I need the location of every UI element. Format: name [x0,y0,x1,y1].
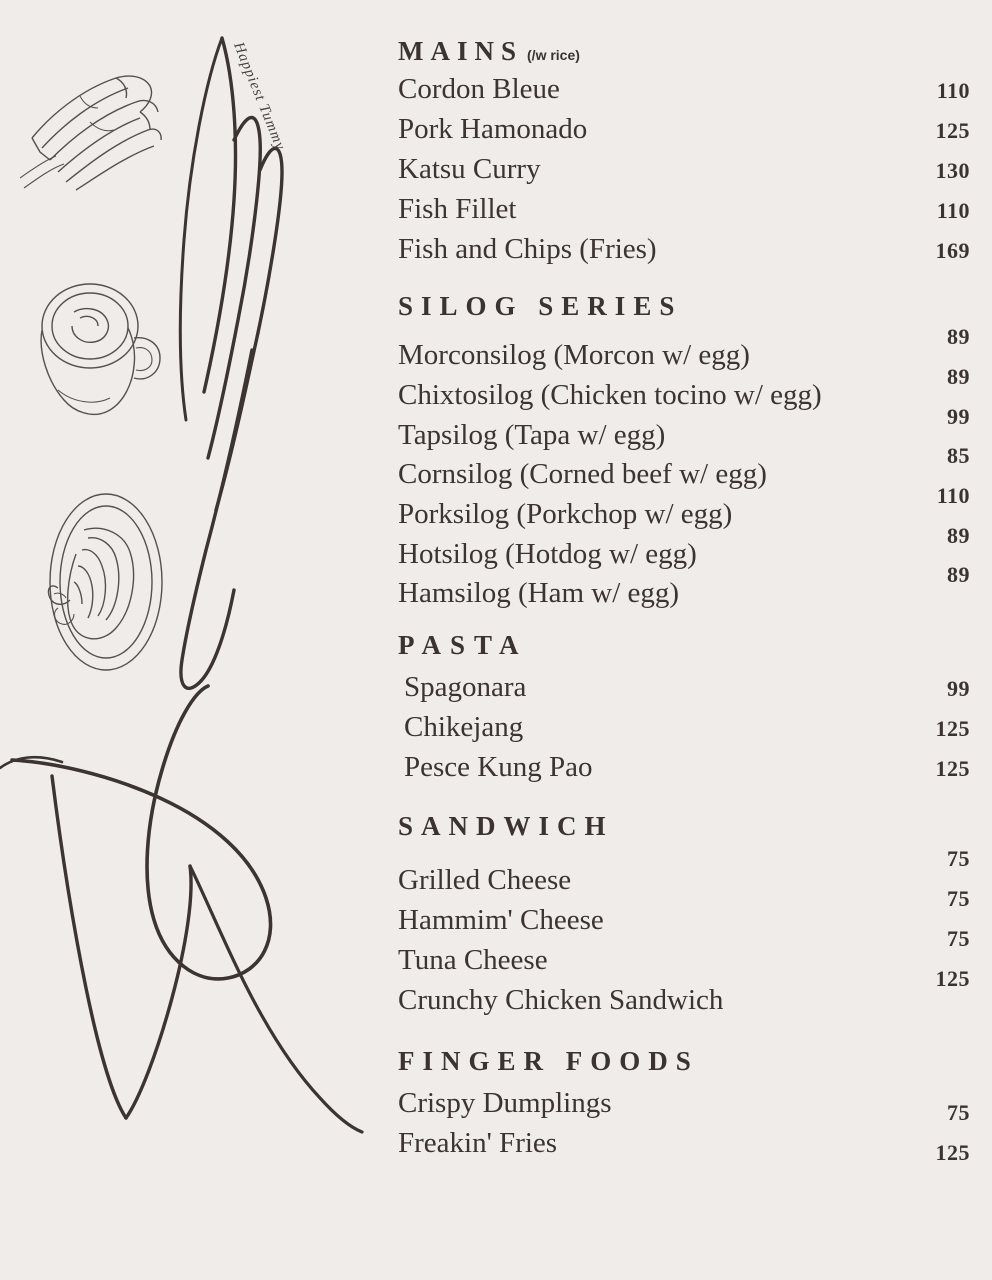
item-name: Pork Hamonado [398,113,588,146]
menu-item [390,482,992,535]
decorative-column [0,0,390,1280]
item-name: Katsu Curry [398,153,541,186]
section-pasta [390,630,992,787]
section-title-mains [398,36,992,67]
section-note: (/w rice) [527,47,580,63]
item-price: 89 [947,522,970,548]
section-title-text: FINGER FOODS [398,1046,699,1077]
item-name: Spagonara [404,671,527,704]
item-name: Crunchy Chicken Sandwich [398,984,724,1017]
menu-item [390,966,992,1020]
items-mains [390,69,992,269]
section-title-text: SILOG SERIES [398,291,683,322]
menu-item [390,443,992,495]
item-price: 99 [947,403,970,429]
menu-item [390,229,992,269]
item-price: 89 [947,562,970,588]
menu-item [390,109,992,149]
item-name: Fish and Chips (Fries) [398,233,657,266]
item-name: Chixtosilog (Chicken tocino w/ egg) [398,378,822,411]
item-name: Crispy Dumplings [398,1087,612,1120]
item-price: 89 [947,363,970,389]
menu-item [390,707,992,747]
item-price: 130 [935,158,970,184]
item-price: 75 [947,886,970,912]
item-name: Hamsilog (Ham w/ egg) [398,577,680,610]
pasta-plate-sketch [28,490,178,675]
item-name: Fish Fillet [398,193,517,226]
items-finger-foods [390,1083,992,1166]
item-price: 110 [936,482,970,508]
section-title-text: SANDWICH [398,811,614,842]
item-price: 110 [936,198,970,224]
item-price: 75 [947,926,970,952]
item-price: 85 [947,443,970,469]
tagline: Happiest Tummy [230,40,289,153]
item-name: Morconsilog (Morcon w/ egg) [398,339,750,372]
item-name: Chikejang [404,711,524,744]
menu-item [390,324,992,376]
items-silog-series [390,324,992,614]
menu-item [390,363,992,416]
item-price: 75 [947,1100,970,1126]
menu-item [390,886,992,940]
section-sandwich [390,811,992,1020]
section-title-sandwich [398,811,992,842]
section-silog-series [390,291,992,614]
item-name: Cornsilog (Corned beef w/ egg) [398,458,767,491]
item-name: Cordon Bleue [398,73,560,105]
item-price: 125 [935,756,970,782]
menu-item [390,1083,992,1126]
item-name: Hotsilog (Hotdog w/ egg) [398,537,697,570]
item-price: 89 [947,324,970,350]
section-title-text: MAINS [398,36,524,66]
item-price: 75 [947,846,970,872]
item-price: 169 [935,238,970,264]
menu-item [390,846,992,900]
item-name: Freakin' Fries [398,1127,558,1160]
menu-item [390,667,992,707]
menu-item [390,189,992,229]
item-price: 125 [935,966,970,992]
menu-content [390,0,992,1280]
section-title-pasta [398,630,992,661]
menu-item [390,522,992,575]
menu-item [390,149,992,189]
section-title-text: PASTA [398,630,528,661]
menu-item [390,69,992,109]
section-finger-foods [390,1046,992,1166]
menu-item [390,747,992,787]
item-name: Tuna Cheese [398,944,548,977]
item-price: 125 [935,1140,970,1166]
item-name: Pesce Kung Pao [404,751,593,784]
item-name: Grilled Cheese [398,864,572,897]
item-name: Hammim' Cheese [398,904,604,937]
section-mains [390,36,992,269]
item-price: 125 [935,716,970,742]
section-title-finger-foods [398,1046,992,1077]
item-name: Porksilog (Porkchop w/ egg) [398,497,733,530]
menu-item [390,562,992,614]
item-price: 110 [936,78,970,103]
menu-item [390,926,992,980]
menu-item [390,1123,992,1166]
section-title-silog-series [398,291,992,322]
items-pasta [390,667,992,787]
items-sandwich [390,846,992,1020]
menu-item [390,403,992,456]
item-price: 99 [947,676,970,702]
item-name: Tapsilog (Tapa w/ egg) [398,418,666,451]
coffee-mug-sketch [28,278,168,438]
item-price: 125 [935,118,970,144]
